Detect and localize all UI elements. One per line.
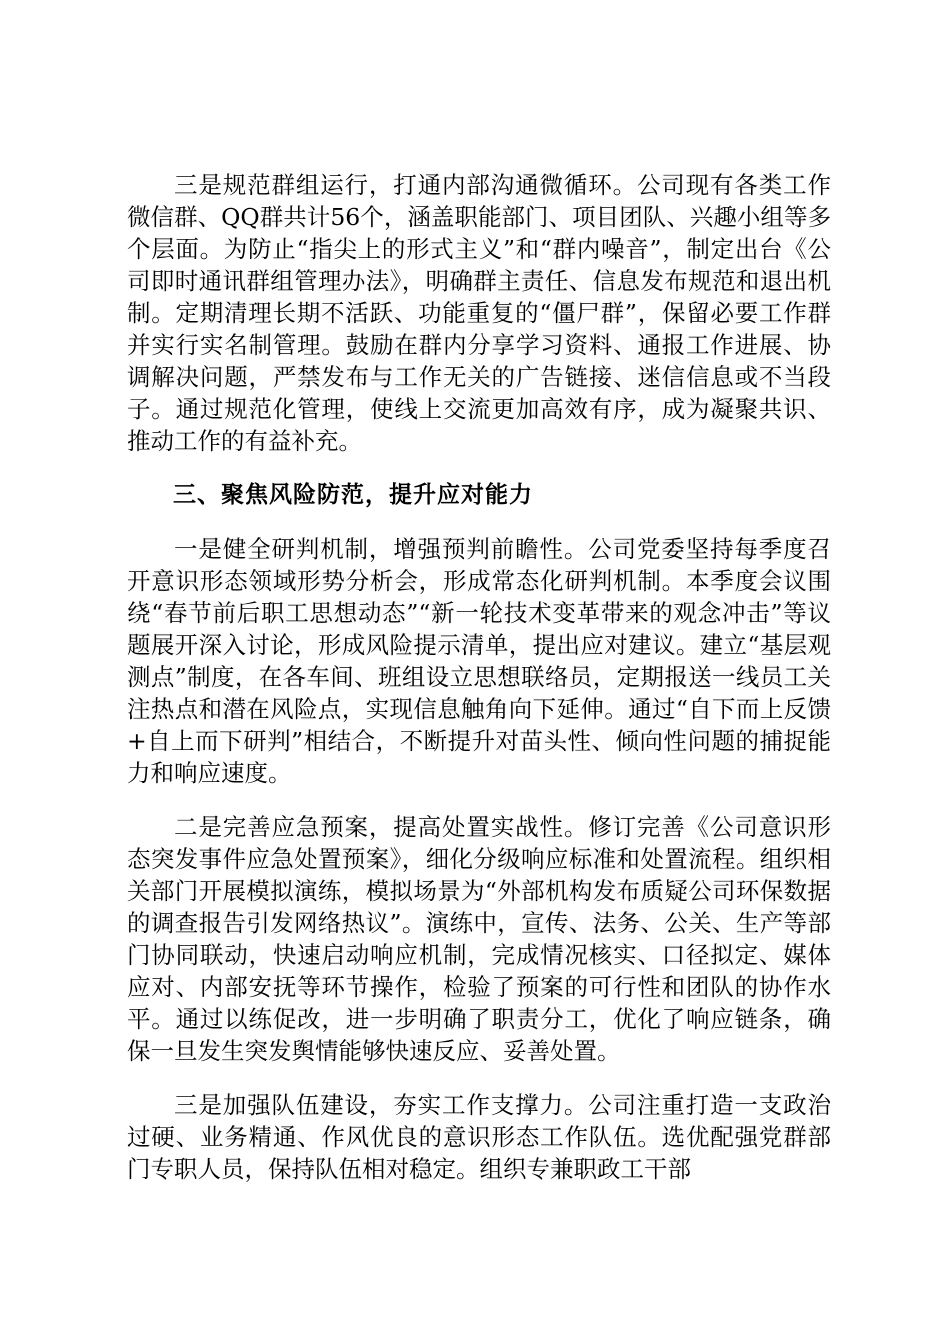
paragraph-emergency-plan: 二是完善应急预案，提高处置实战性。修订完善《公司意识形态突发事件应急处置预案》，细化分级响应标准和处置流程。组织相关部门开展模拟演练，模拟场景为“外部机构发布质疑公司环保数据的调查报告引发网络热议”。演练中，宣传、法务、公关、生产等部门协同联动，快速启动响应机制，完成情况核实、口径拟定、媒体应对、内部安抚等环节操作，检验了预案的可行性和团队的协作水平。通过以练促改，进一步明确了职责分工，优化了响应链条，确保一旦发生突发舆情能够快速反应、妥善处置。	[127, 813, 831, 1065]
paragraph-group-chat-management: 三是规范群组运行，打通内部沟通微循环。公司现有各类工作微信群、QQ群共计56个，涵盖职能部门、项目团队、兴趣小组等多个层面。为防止“指尖上的形式主义”和“群内噪音”，制定出台《公司即时通讯群组管理办法》，明确群主责任、信息发布规范和退出机制。定期清理长期不活跃、功能重复的“僵尸群”，保留必要工作群并实行实名制管理。鼓励在群内分享学习资料、通报工作进展、协调解决问题，严禁发布与工作无关的广告链接、迷信信息或不当段子。通过规范化管理，使线上交流更加高效有序，成为凝聚共识、推动工作的有益补充。	[127, 171, 831, 455]
paragraph-assessment-mechanism: 一是健全研判机制，增强预判前瞻性。公司党委坚持每季度召开意识形态领域形势分析会，形成常态化研判机制。本季度会议围绕“春节前后职工思想动态”“新一轮技术变革带来的观念冲击”等议题展开深入讨论，形成风险提示清单，提出应对建议。建立“基层观测点”制度，在各车间、班组设立思想联络员，定期报送一线员工关注热点和潜在风险点，实现信息触角向下延伸。通过“自下而上反馈+自上而下研判”相结合，不断提升对苗头性、倾向性问题的捕捉能力和响应速度。	[127, 535, 831, 787]
document-body	[127, 169, 831, 1185]
paragraph-team-building: 三是加强队伍建设，夯实工作支撑力。公司注重打造一支政治过硬、业务精通、作风优良的意识形态工作队伍。选优配强党群部门专职人员，保持队伍相对稳定。组织专兼职政工干部	[127, 1091, 831, 1183]
section-heading-risk-prevention: 三、聚焦风险防范，提升应对能力	[173, 482, 533, 508]
